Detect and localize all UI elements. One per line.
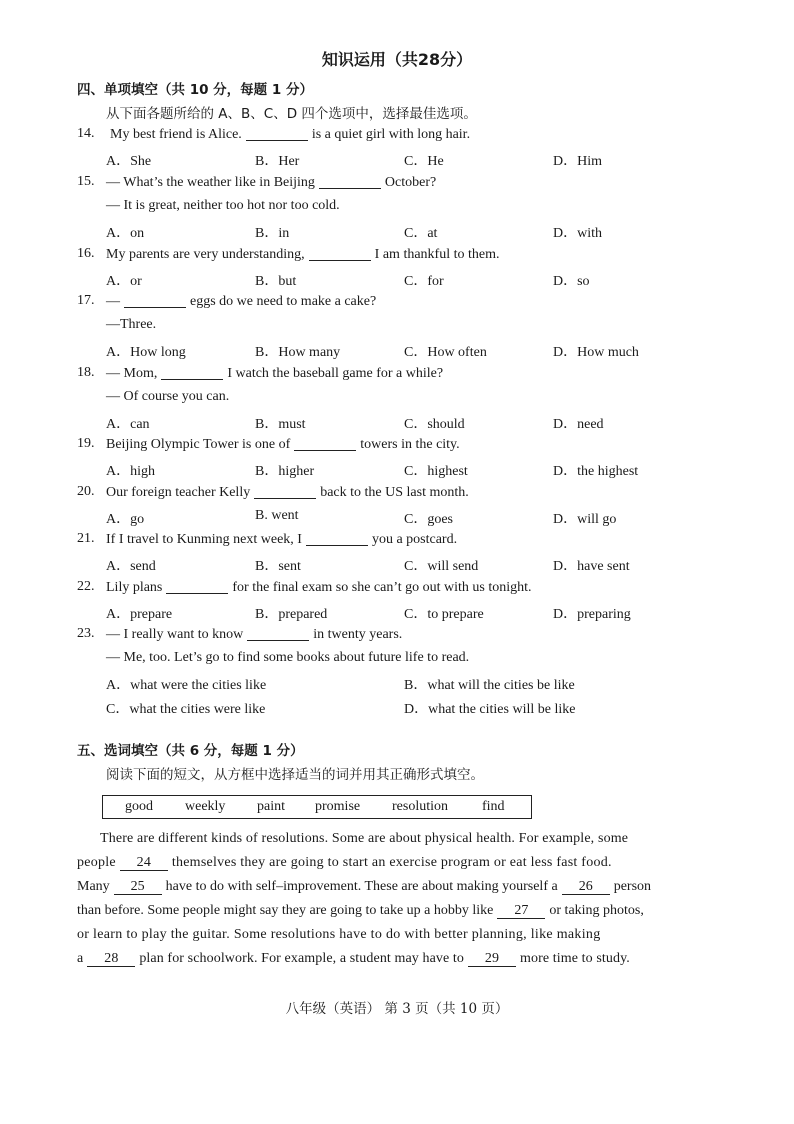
question-stem: — I really want to know in twenty years. [106, 627, 403, 642]
answer-gap-28[interactable]: 28 [87, 951, 135, 967]
option-c[interactable]: C．He [404, 154, 444, 169]
question-number: 22. [77, 579, 95, 594]
passage-line: a 28 plan for schoolwork. For example, a student may have to 29 more time to study. [77, 951, 630, 966]
answer-blank[interactable] [254, 484, 316, 499]
option-b[interactable]: B．but [255, 274, 297, 289]
passage-line: Many 25 have to do with self–improvement. These are about making yourself a 26 person [77, 879, 652, 894]
question-stem: — Mom, I watch the baseball game for a while? [106, 366, 444, 381]
option-b[interactable]: B．higher [255, 464, 315, 479]
passage-line: There are different kinds of resolutions. Some are about physical health. For example, some [100, 831, 629, 846]
answer-gap-27[interactable]: 27 [497, 903, 545, 919]
option-a[interactable]: A．go [106, 512, 145, 527]
question-line2: — It is great, neither too hot nor too cold. [106, 198, 340, 213]
section4-instruction: 从下面各题所给的 A、B、C、D 四个选项中，选择最佳选项。 [106, 106, 477, 122]
option-c[interactable]: C．what the cities were like [106, 702, 266, 717]
option-a[interactable]: A．send [106, 559, 156, 574]
option-a[interactable]: A．She [106, 154, 152, 169]
option-a[interactable]: A．high [106, 464, 155, 479]
question-number: 17. [77, 293, 95, 308]
answer-gap-26[interactable]: 26 [562, 879, 610, 895]
passage-line: than before. Some people might say they are going to take up a hobby like 27 or taking photos, [77, 903, 644, 918]
answer-blank[interactable] [124, 293, 186, 308]
section5-instruction: 阅读下面的短文，从方框中选择适当的词并用其正确形式填空。 [106, 767, 484, 783]
option-d[interactable]: D．what the cities will be like [404, 702, 576, 717]
answer-gap-24[interactable]: 24 [120, 855, 168, 871]
option-a[interactable]: A．can [106, 417, 150, 432]
option-d[interactable]: D．with [553, 226, 602, 241]
option-c[interactable]: C．for [404, 274, 444, 289]
option-d[interactable]: D．will go [553, 512, 617, 527]
option-c[interactable]: C．should [404, 417, 465, 432]
question-number: 23. [77, 626, 95, 641]
option-d[interactable]: D．Him [553, 154, 602, 169]
question-stem: My best friend is Alice. is a quiet girl with long hair. [110, 127, 471, 142]
word-bank-box [102, 795, 532, 819]
word-bank-item[interactable]: paint [257, 799, 285, 814]
answer-blank[interactable] [306, 531, 368, 546]
question-stem: Lily plans for the final exam so she can’t go out with us tonight. [106, 580, 532, 595]
option-b[interactable]: B．How many [255, 345, 341, 360]
option-b[interactable]: B．what will the cities be like [404, 678, 575, 693]
option-d[interactable]: D．have sent [553, 559, 630, 574]
option-d[interactable]: D．the highest [553, 464, 639, 479]
question-stem: — eggs do we need to make a cake? [106, 294, 377, 309]
answer-blank[interactable] [166, 579, 228, 594]
page-footer: 八年级（英语） 第 3 页（共 10 页） [285, 1001, 509, 1017]
option-a[interactable]: A．on [106, 226, 145, 241]
option-a[interactable]: A．How long [106, 345, 186, 360]
option-b[interactable]: B．must [255, 417, 306, 432]
option-b[interactable]: B．in [255, 226, 290, 241]
question-stem: Our foreign teacher Kelly back to the US last month. [106, 485, 469, 500]
section-title: 知识运用（共28分） [321, 50, 473, 69]
passage-line: people 24 themselves they are going to start an exercise program or eat less fast food. [77, 855, 612, 870]
question-number: 20. [77, 484, 95, 499]
answer-gap-25[interactable]: 25 [114, 879, 162, 895]
question-number: 16. [77, 246, 95, 261]
word-bank-item[interactable]: good [125, 799, 153, 814]
question-stem: My parents are very understanding, I am thankful to them. [106, 247, 500, 262]
option-d[interactable]: D．need [553, 417, 604, 432]
option-d[interactable]: D．How much [553, 345, 639, 360]
option-c[interactable]: C．highest [404, 464, 468, 479]
section4-heading: 四、单项填空（共 10 分，每题 1 分） [77, 82, 313, 98]
answer-blank[interactable] [294, 436, 356, 451]
question-stem: — What’s the weather like in Beijing October? [106, 175, 437, 190]
question-number: 14. [77, 126, 95, 141]
option-b[interactable]: B．sent [255, 559, 301, 574]
option-a[interactable]: A．what were the cities like [106, 678, 267, 693]
section5-heading: 五、选词填空（共 6 分，每题 1 分） [77, 743, 304, 759]
option-b[interactable]: B．Her [255, 154, 300, 169]
question-stem: If I travel to Kunming next week, I you a postcard. [106, 532, 458, 547]
answer-blank[interactable] [319, 174, 381, 189]
option-a[interactable]: A．prepare [106, 607, 173, 622]
option-b[interactable]: B．prepared [255, 607, 328, 622]
option-c[interactable]: C．to prepare [404, 607, 484, 622]
question-line2: —Three. [106, 317, 157, 332]
answer-gap-29[interactable]: 29 [468, 951, 516, 967]
option-a[interactable]: A．or [106, 274, 142, 289]
question-line2: — Me, too. Let’s go to find some books about future life to read. [106, 650, 470, 665]
question-number: 19. [77, 436, 95, 451]
option-d[interactable]: D．so [553, 274, 590, 289]
question-stem: Beijing Olympic Tower is one of towers in the city. [106, 437, 460, 452]
option-c[interactable]: C．at [404, 226, 438, 241]
passage-line: or learn to play the guitar. Some resolutions have to do with better planning, like making [77, 927, 601, 942]
question-line2: — Of course you can. [106, 389, 230, 404]
word-bank-item[interactable]: resolution [392, 799, 448, 814]
option-c[interactable]: C．How often [404, 345, 487, 360]
word-bank-item[interactable]: promise [315, 799, 361, 814]
answer-blank[interactable] [161, 365, 223, 380]
word-bank-item[interactable]: weekly [185, 799, 226, 814]
option-c[interactable]: C．goes [404, 512, 453, 527]
answer-blank[interactable] [247, 626, 309, 641]
option-b[interactable]: B. went [255, 508, 299, 523]
answer-blank[interactable] [246, 126, 308, 141]
option-c[interactable]: C．will send [404, 559, 479, 574]
question-number: 21. [77, 531, 95, 546]
question-number: 18. [77, 365, 95, 380]
question-number: 15. [77, 174, 95, 189]
word-bank-item[interactable]: find [482, 799, 505, 814]
answer-blank[interactable] [309, 246, 371, 261]
option-d[interactable]: D．preparing [553, 607, 631, 622]
